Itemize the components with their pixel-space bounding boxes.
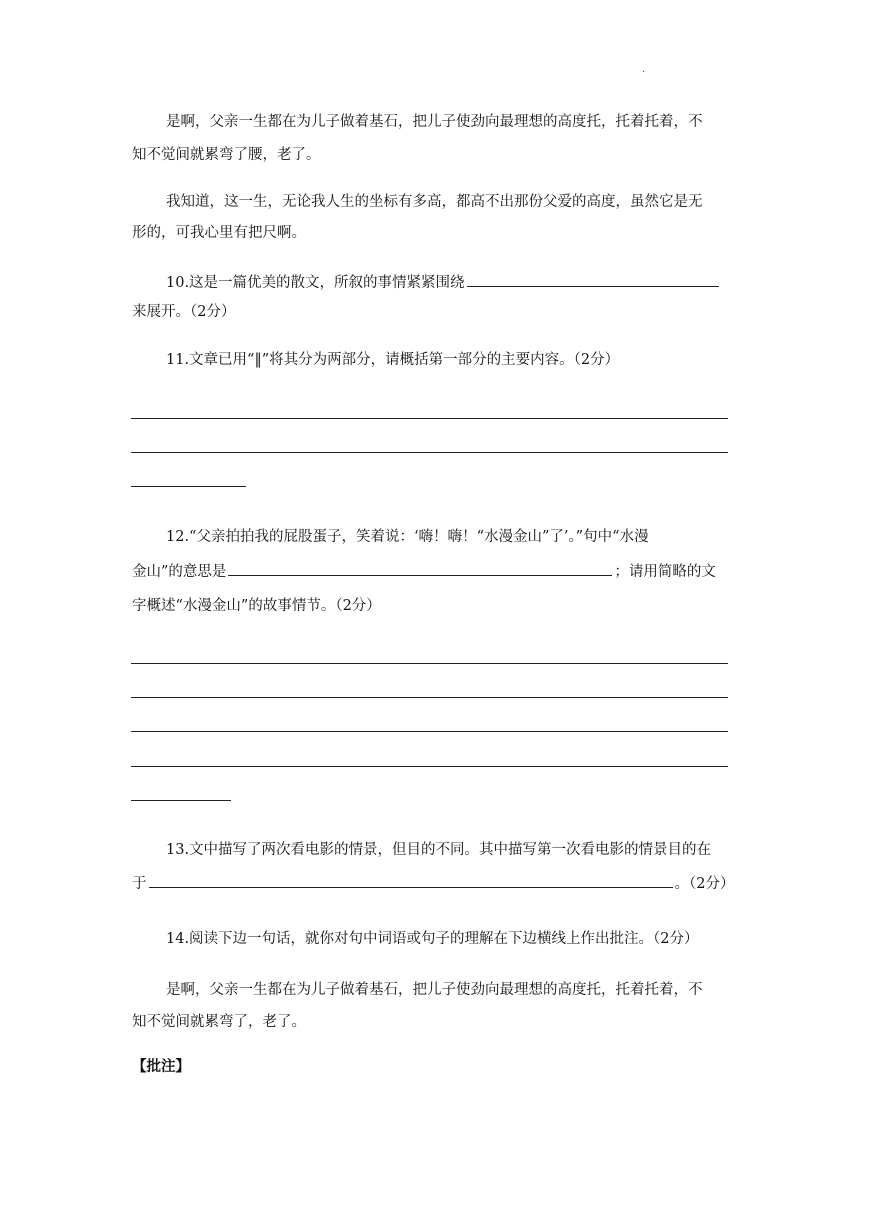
question-11-answer-line[interactable] bbox=[131, 452, 728, 453]
question-13-line2 bbox=[132, 872, 735, 893]
question-12-answer-line[interactable] bbox=[131, 766, 728, 767]
question-12-line2 bbox=[132, 560, 732, 581]
question-12-line3: 字概述“水漫金山”的故事情节。（2分） bbox=[132, 598, 381, 614]
question-14: 14.阅读下边一句话，就你对句中词语或句子的理解在下边横线上作出批注。（2分） bbox=[166, 931, 699, 947]
passage-p2-line2: 形的，可我心里有把尺啊。 bbox=[132, 225, 306, 241]
page-mark: . bbox=[642, 64, 646, 75]
question-14-quote-line2: 知不觉间就累弯了，老了。 bbox=[132, 1014, 306, 1030]
question-12-line1: 12.“父亲拍拍我的屁股蛋子，笑着说：‘嗨！嗨！“水漫金山”了’。”句中“水漫 bbox=[166, 529, 649, 545]
question-12-answer-line[interactable] bbox=[131, 663, 728, 664]
question-12-text-cont: ；请用简略的文 bbox=[614, 564, 716, 580]
question-10-text: 10.这是一篇优美的散文，所叙的事情紧紧围绕 bbox=[166, 275, 465, 291]
question-12-answer-line[interactable] bbox=[131, 731, 728, 732]
passage-p2-line1: 我知道，这一生，无论我人生的坐标有多高，都高不出那份父爱的高度，虽然它是无 bbox=[166, 194, 703, 210]
passage-p1-line2: 知不觉间就累弯了腰，老了。 bbox=[132, 147, 321, 163]
question-10-line2: 来展开。（2分） bbox=[132, 304, 236, 320]
question-12-answer-blank[interactable] bbox=[228, 560, 612, 576]
question-10-answer-blank[interactable] bbox=[467, 271, 719, 287]
question-12-text: 金山”的意思是 bbox=[132, 564, 227, 580]
question-11-answer-line[interactable] bbox=[131, 486, 246, 487]
question-13-answer-blank[interactable] bbox=[149, 872, 673, 888]
question-11-answer-line[interactable] bbox=[131, 418, 728, 419]
question-13-text-cont: 。（2分） bbox=[674, 876, 735, 892]
question-12-answer-line[interactable] bbox=[131, 800, 231, 801]
passage-p1-line1: 是啊，父亲一生都在为儿子做着基石，把儿子使劲向最理想的高度托，托着托着，不 bbox=[166, 114, 703, 130]
annotation-label: 【批注】 bbox=[132, 1058, 190, 1075]
question-14-quote-line1: 是啊，父亲一生都在为儿子做着基石，把儿子使劲向最理想的高度托，托着托着，不 bbox=[166, 982, 703, 998]
question-12-answer-line[interactable] bbox=[131, 697, 728, 698]
question-11: 11.文章已用“‖”将其分为两部分，请概括第一部分的主要内容。（2分） bbox=[166, 352, 620, 368]
question-10 bbox=[166, 271, 721, 292]
question-13-line1: 13.文中描写了两次看电影的情景，但目的不同。其中描写第一次看电影的情景目的在 bbox=[166, 842, 712, 858]
question-13-text: 于 bbox=[132, 876, 147, 892]
